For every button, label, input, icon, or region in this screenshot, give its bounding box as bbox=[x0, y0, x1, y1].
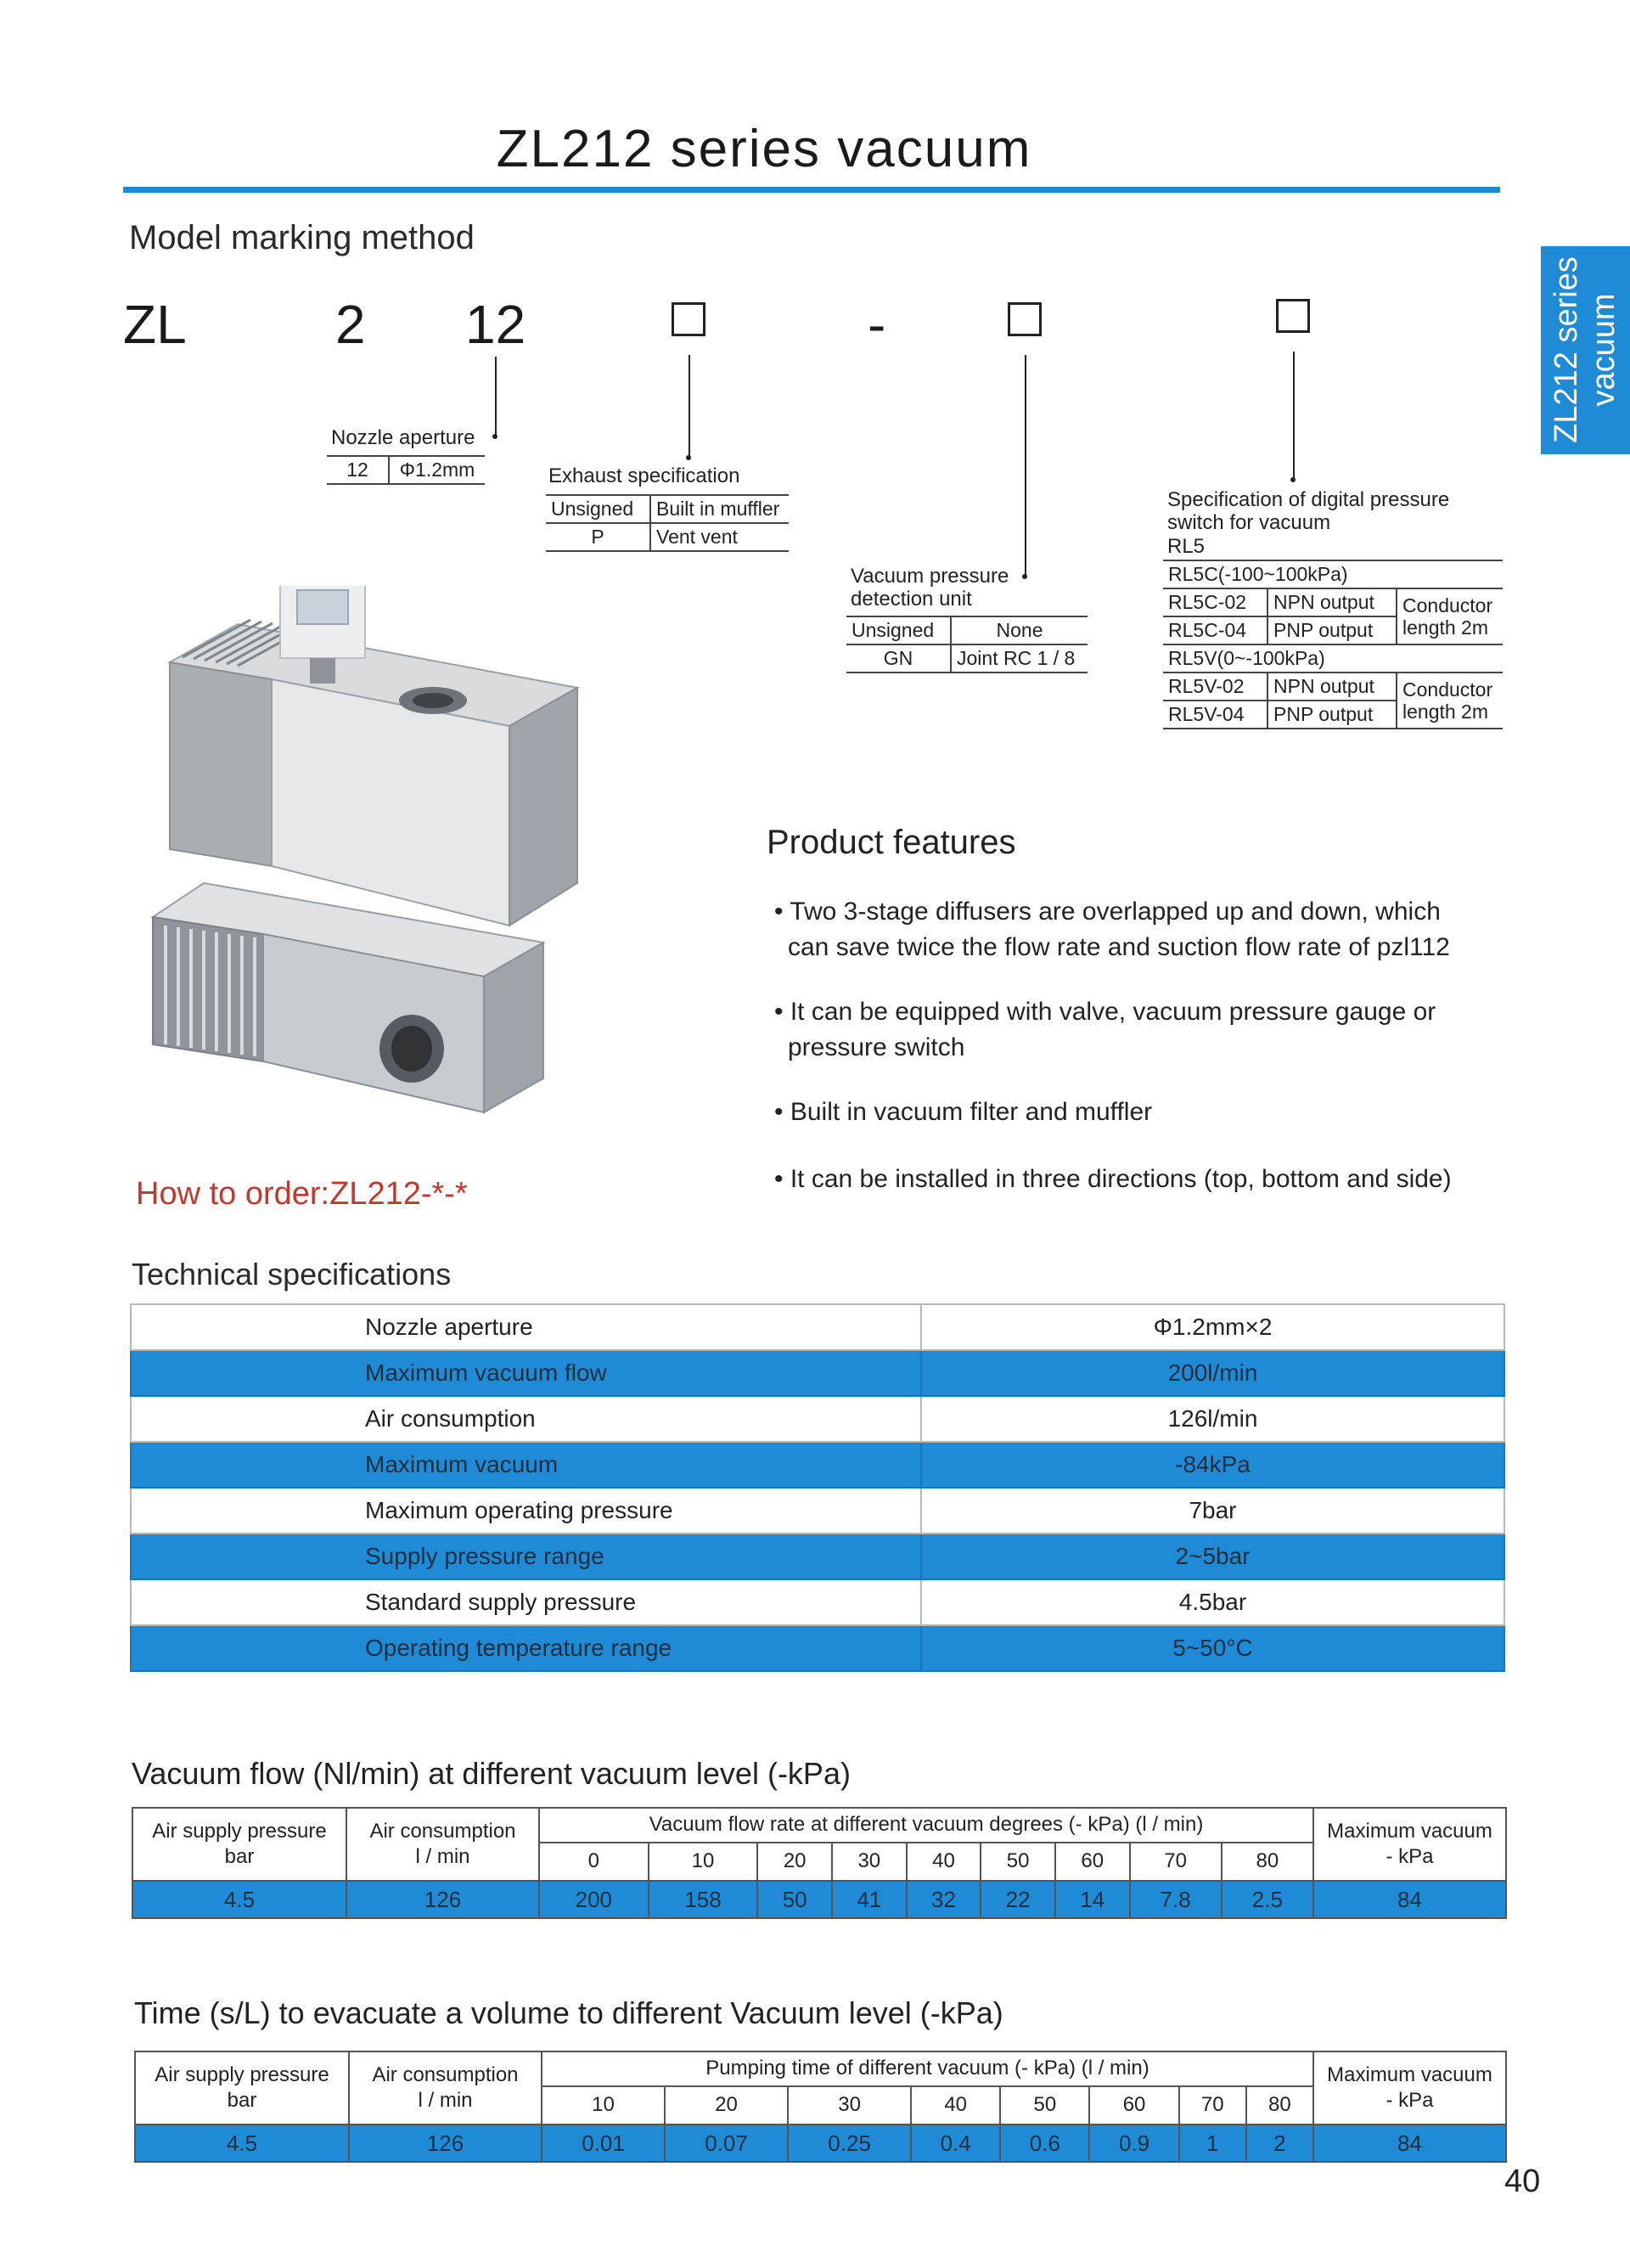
switch-g1-note-line2: length 2m bbox=[1402, 616, 1489, 639]
exhaust-code-2: P bbox=[546, 523, 650, 551]
table-row bbox=[546, 495, 789, 523]
vf-col-consumption-line1: Air consumption bbox=[369, 1820, 516, 1843]
detection-label-line2: detection unit bbox=[851, 588, 972, 611]
et-group-header: Pumping time of different vacuum (- kPa) (l / min) bbox=[542, 2051, 1313, 2086]
evacuate-time-heading: Time (s/L) to evacuate a volume to different Vacuum level (-kPa) bbox=[134, 1995, 1003, 2030]
switch-g2-desc-1: NPN output bbox=[1267, 673, 1397, 701]
table-row bbox=[846, 644, 1088, 673]
spec-label: Supply pressure range bbox=[131, 1534, 921, 1579]
spec-value: Φ1.2mm×2 bbox=[921, 1304, 1504, 1350]
air-consumption-cell: 126 bbox=[346, 1881, 539, 1918]
vacuum-flow-heading: Vacuum flow (Nl/min) at different vacuum level (-kPa) bbox=[132, 1756, 851, 1791]
detection-desc-2: Joint RC 1 / 8 bbox=[951, 644, 1088, 673]
table-row bbox=[1163, 560, 1503, 588]
et-col-max-line1: Maximum vacuum bbox=[1327, 2063, 1492, 2086]
value-cell: 41 bbox=[832, 1881, 907, 1918]
vf-col-consumption bbox=[346, 1808, 539, 1881]
spec-label: Air consumption bbox=[131, 1396, 921, 1442]
air-consumption-cell: 126 bbox=[349, 2124, 542, 2162]
tech-specs-table bbox=[130, 1303, 1505, 1672]
table-row bbox=[131, 1488, 1504, 1534]
exhaust-placeholder-box bbox=[672, 302, 705, 336]
switch-g2-note bbox=[1397, 673, 1503, 729]
detection-placeholder-box bbox=[1008, 302, 1042, 336]
switch-g2-code-1: RL5V-02 bbox=[1163, 673, 1267, 701]
code-dash: - bbox=[868, 294, 886, 355]
value-cell: 2.5 bbox=[1222, 1881, 1313, 1918]
table-row bbox=[135, 2124, 1506, 2162]
spec-label: Maximum vacuum flow bbox=[131, 1350, 921, 1396]
feature-2 bbox=[774, 994, 1436, 1066]
feature-1-line1: • Two 3-stage diffusers are overlapped up and down, which bbox=[774, 898, 1441, 926]
table-row bbox=[132, 1808, 1506, 1843]
table-row bbox=[846, 616, 1088, 644]
value-cell: 14 bbox=[1055, 1881, 1130, 1918]
product-top-view bbox=[170, 586, 577, 926]
switch-g2-desc-2: PNP output bbox=[1267, 701, 1397, 729]
level-header-cell: 70 bbox=[1130, 1843, 1222, 1881]
value-cell: 0.01 bbox=[542, 2124, 665, 2162]
value-cell: 200 bbox=[539, 1881, 649, 1918]
page-title: ZL212 series vacuum bbox=[496, 120, 1032, 178]
spec-label: Nozzle aperture bbox=[131, 1304, 921, 1350]
level-header-cell: 10 bbox=[542, 2086, 665, 2124]
switch-g1-desc-2: PNP output bbox=[1267, 616, 1397, 644]
vacuum-flow-table bbox=[132, 1807, 1507, 1919]
code-zl: ZL bbox=[123, 294, 187, 355]
spec-label: Maximum operating pressure bbox=[131, 1488, 921, 1534]
nozzle-label: Nozzle aperture bbox=[331, 426, 475, 449]
et-col-max-line2: - kPa bbox=[1386, 2089, 1434, 2112]
level-header-cell: 80 bbox=[1246, 2086, 1313, 2124]
table-row bbox=[546, 523, 789, 551]
switch-g1-code-1: RL5C-02 bbox=[1163, 588, 1267, 616]
switch-g2-note-line2: length 2m bbox=[1402, 701, 1489, 723]
value-cell: 0.25 bbox=[788, 2124, 911, 2162]
level-header-cell: 0 bbox=[539, 1843, 649, 1881]
value-cell: 7.8 bbox=[1130, 1881, 1222, 1918]
switch-label-line2: switch for vacuum bbox=[1167, 511, 1331, 534]
exhaust-desc-2: Vent vent bbox=[650, 523, 789, 551]
switch-group1-title: RL5C(-100~100kPa) bbox=[1163, 560, 1503, 588]
exhaust-leader-dot bbox=[686, 455, 691, 460]
table-row bbox=[131, 1442, 1504, 1488]
table-row bbox=[131, 1396, 1504, 1442]
value-cell: 2 bbox=[1246, 2124, 1313, 2162]
spec-value: 7bar bbox=[921, 1488, 1504, 1534]
feature-3-line1: • Built in vacuum filter and muffler bbox=[774, 1098, 1153, 1126]
spec-label: Maximum vacuum bbox=[131, 1442, 921, 1488]
evacuate-time-table bbox=[134, 2051, 1507, 2163]
switch-g2-note-line1: Conductor bbox=[1402, 678, 1493, 701]
level-header-cell: 20 bbox=[665, 2086, 788, 2124]
detection-table bbox=[846, 616, 1088, 673]
title-divider bbox=[123, 187, 1500, 193]
side-tab-label bbox=[1548, 256, 1622, 443]
switch-leader-dot bbox=[1290, 477, 1296, 482]
et-col-consumption-line1: Air consumption bbox=[372, 2063, 519, 2086]
vf-col-supply bbox=[132, 1808, 346, 1881]
exhaust-label: Exhaust specification bbox=[548, 464, 740, 487]
level-header-cell: 20 bbox=[757, 1843, 832, 1881]
level-header-cell: 80 bbox=[1222, 1843, 1313, 1881]
max-vacuum-cell: 84 bbox=[1313, 1881, 1506, 1918]
switch-group2-title: RL5V(0~-100kPa) bbox=[1163, 644, 1503, 673]
spec-value: 5~50°C bbox=[921, 1625, 1504, 1671]
vf-col-supply-line2: bar bbox=[224, 1845, 255, 1868]
detection-leader-line bbox=[1025, 355, 1026, 576]
et-col-supply bbox=[135, 2051, 349, 2124]
detection-code-1: Unsigned bbox=[846, 616, 951, 644]
switch-g1-note-line1: Conductor bbox=[1402, 594, 1493, 616]
level-header-cell: 50 bbox=[1000, 2086, 1089, 2124]
feature-3 bbox=[774, 1095, 1152, 1130]
table-row bbox=[1163, 673, 1503, 701]
table-row bbox=[327, 456, 485, 484]
feature-1-line2: can save twice the flow rate and suction flow rate of pzl112 bbox=[788, 933, 1450, 961]
side-tab-line1: ZL212 series bbox=[1548, 256, 1584, 443]
value-cell: 0.6 bbox=[1000, 2124, 1089, 2162]
table-row bbox=[131, 1534, 1504, 1579]
detection-code-2: GN bbox=[846, 644, 951, 673]
max-vacuum-cell: 84 bbox=[1313, 2124, 1506, 2162]
et-col-consumption-line2: l / min bbox=[418, 2089, 473, 2112]
side-tab-line2: vacuum bbox=[1586, 293, 1622, 407]
tech-specs-heading: Technical specifications bbox=[132, 1257, 452, 1292]
exhaust-table bbox=[546, 494, 789, 552]
spec-label: Standard supply pressure bbox=[131, 1579, 921, 1625]
table-row bbox=[1163, 588, 1503, 616]
vf-col-max bbox=[1313, 1808, 1506, 1881]
et-col-consumption bbox=[349, 2051, 542, 2124]
supply-pressure-cell: 4.5 bbox=[132, 1881, 346, 1918]
side-tab bbox=[1541, 246, 1630, 454]
nozzle-table bbox=[327, 455, 485, 485]
spec-value: 200l/min bbox=[921, 1350, 1504, 1396]
feature-4 bbox=[774, 1162, 1452, 1197]
switch-leader-line bbox=[1293, 352, 1295, 479]
spec-value: 4.5bar bbox=[921, 1579, 1504, 1625]
code-2: 2 bbox=[335, 294, 366, 355]
level-header-cell: 40 bbox=[907, 1843, 981, 1881]
et-col-max bbox=[1313, 2051, 1506, 2124]
level-header-cell: 30 bbox=[788, 2086, 911, 2124]
exhaust-desc-1: Built in muffler bbox=[650, 495, 789, 523]
value-cell: 1 bbox=[1179, 2124, 1246, 2162]
level-header-cell: 60 bbox=[1089, 2086, 1178, 2124]
code-12: 12 bbox=[465, 294, 526, 355]
table-row bbox=[131, 1350, 1504, 1396]
value-cell: 0.07 bbox=[665, 2124, 788, 2162]
level-header-cell: 70 bbox=[1179, 2086, 1246, 2124]
level-header-cell: 40 bbox=[911, 2086, 1000, 2124]
switch-g1-desc-1: NPN output bbox=[1267, 588, 1397, 616]
feature-4-line1: • It can be installed in three directions (top, bottom and side) bbox=[774, 1165, 1452, 1193]
spec-value: 126l/min bbox=[921, 1396, 1504, 1442]
vf-col-supply-line1: Air supply pressure bbox=[152, 1820, 327, 1843]
switch-g1-code-2: RL5C-04 bbox=[1163, 616, 1267, 644]
vf-group-header: Vacuum flow rate at different vacuum degrees (- kPa) (l / min) bbox=[539, 1808, 1313, 1843]
exhaust-leader-line bbox=[689, 355, 690, 457]
detection-leader-dot bbox=[1022, 574, 1027, 579]
value-cell: 0.9 bbox=[1089, 2124, 1178, 2162]
switch-label-line3: RL5 bbox=[1167, 535, 1206, 558]
level-header-cell: 10 bbox=[649, 1843, 758, 1881]
feature-2-line1: • It can be equipped with valve, vacuum pressure gauge or bbox=[774, 998, 1436, 1026]
vf-col-max-line2: - kPa bbox=[1386, 1845, 1434, 1868]
switch-table bbox=[1163, 560, 1503, 729]
model-marking-heading: Model marking method bbox=[129, 219, 475, 256]
level-header-cell: 60 bbox=[1055, 1843, 1130, 1881]
switch-placeholder-box bbox=[1276, 299, 1310, 333]
nozzle-size: Φ1.2mm bbox=[389, 456, 485, 484]
supply-pressure-cell: 4.5 bbox=[135, 2124, 349, 2162]
nozzle-leader-line bbox=[495, 357, 497, 436]
value-cell: 32 bbox=[907, 1881, 981, 1918]
switch-label-line1: Specification of digital pressure bbox=[1167, 488, 1450, 511]
detection-desc-1: None bbox=[951, 616, 1088, 644]
nozzle-leader-dot bbox=[492, 434, 497, 439]
switch-g2-code-2: RL5V-04 bbox=[1163, 701, 1267, 729]
feature-2-line2: pressure switch bbox=[788, 1033, 965, 1061]
level-header-cell: 50 bbox=[981, 1843, 1055, 1881]
value-cell: 22 bbox=[981, 1881, 1055, 1918]
spec-value: 2~5bar bbox=[921, 1534, 1504, 1579]
detection-label-line1: Vacuum pressure bbox=[851, 565, 1009, 588]
feature-1 bbox=[774, 894, 1450, 965]
product-image bbox=[144, 586, 654, 1146]
table-row bbox=[131, 1579, 1504, 1625]
table-row bbox=[132, 1881, 1506, 1918]
value-cell: 158 bbox=[649, 1881, 758, 1918]
table-row bbox=[131, 1625, 1504, 1671]
et-col-supply-line1: Air supply pressure bbox=[155, 2063, 329, 2086]
features-heading: Product features bbox=[767, 824, 1016, 861]
value-cell: 50 bbox=[757, 1881, 832, 1918]
vf-col-max-line1: Maximum vacuum bbox=[1327, 1820, 1492, 1843]
spec-label: Operating temperature range bbox=[131, 1625, 921, 1671]
how-to-order: How to order:ZL212-*-* bbox=[136, 1176, 468, 1212]
table-row bbox=[1163, 644, 1503, 673]
et-col-supply-line2: bar bbox=[227, 2089, 257, 2112]
table-row bbox=[131, 1304, 1504, 1350]
exhaust-code-1: Unsigned bbox=[546, 495, 650, 523]
switch-g1-note bbox=[1397, 588, 1503, 644]
spec-value: -84kPa bbox=[921, 1442, 1504, 1488]
page-number: 40 bbox=[1504, 2164, 1541, 2199]
value-cell: 0.4 bbox=[911, 2124, 1000, 2162]
table-row bbox=[135, 2051, 1506, 2086]
nozzle-code: 12 bbox=[327, 456, 389, 484]
level-header-cell: 30 bbox=[832, 1843, 907, 1881]
vf-col-consumption-line2: l / min bbox=[415, 1845, 470, 1868]
